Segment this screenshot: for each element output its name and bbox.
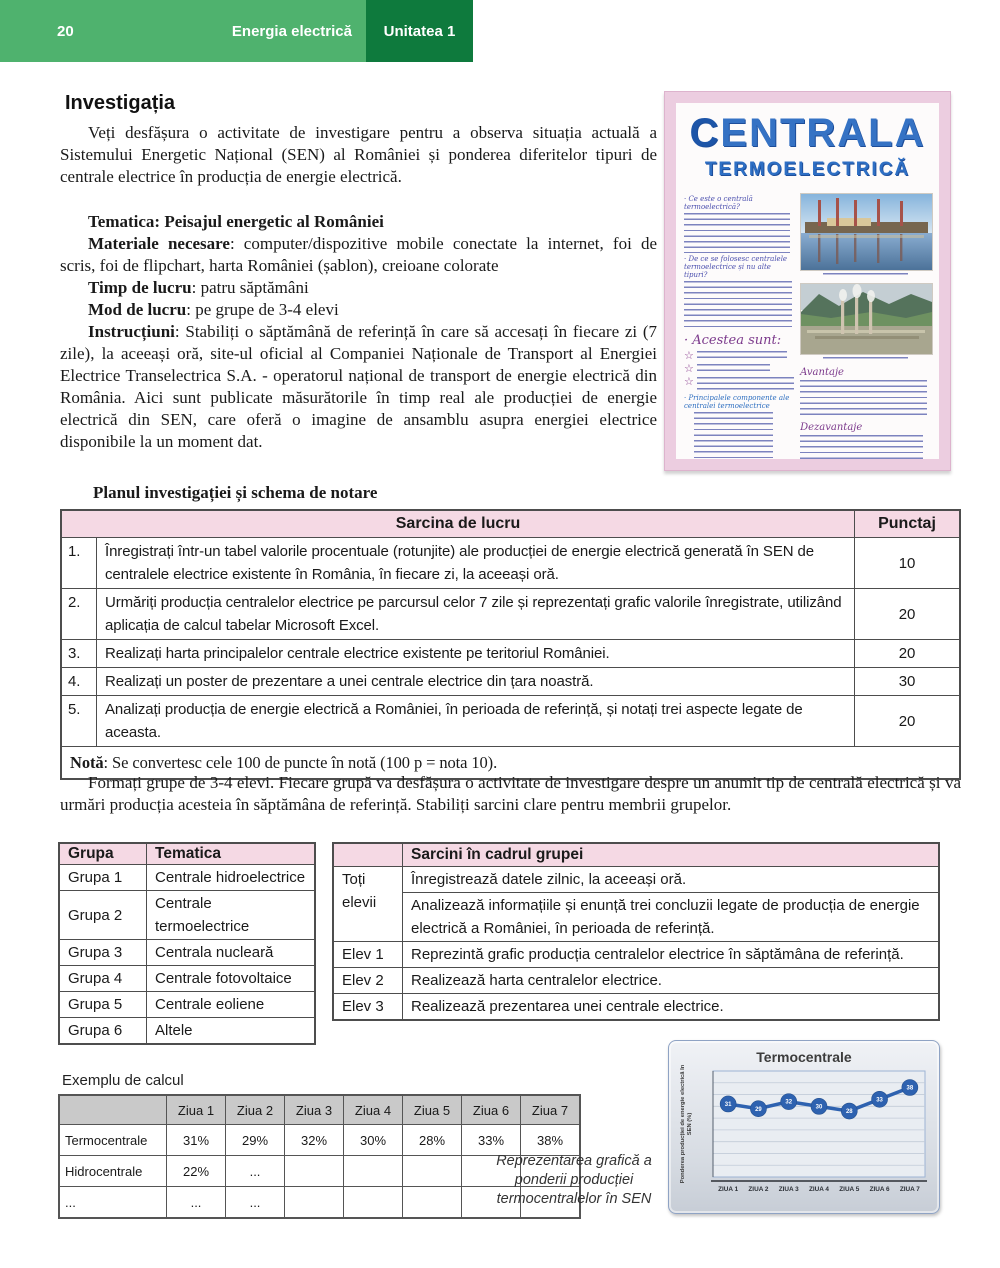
row-number: 3. [61,640,97,668]
day-header: Ziua 5 [403,1095,462,1125]
chart-x-label: ZIUA 5 [839,1186,860,1193]
value-cell: 30% [344,1125,403,1156]
day-header: Ziua 2 [226,1095,285,1125]
group-cell: Grupa 3 [59,940,147,966]
detail-value: : computer/dispozitive mobile conectate la internet, foi de scris, foi de flipchart, harta României (șablon), creioane colorate [60,234,657,275]
plan-table [60,509,961,780]
row-number: 2. [61,589,97,640]
poster-title-initial: C [689,111,721,155]
poster-title-rest: ENTRALA [720,111,926,155]
table-row [333,867,939,893]
day-header: Ziua 1 [167,1095,226,1125]
chart-x-label: ZIUA 3 [778,1186,799,1193]
value-cell [285,1187,344,1219]
star-icon: ☆ [684,375,694,388]
table-row [61,640,960,668]
group-cell: Grupa 1 [59,865,147,891]
chart-caption: Reprezentarea grafică a ponderii producției termocentralelor în SEN [496,1153,652,1207]
theme-cell: Centrale eoliene [147,992,316,1018]
value-cell: 31% [167,1125,226,1156]
groups-table [58,842,316,1045]
plot-area [713,1071,925,1177]
series-label: Hidrocentrale [59,1156,167,1187]
who-cell: Elev 3 [333,994,403,1021]
value-cell: 38% [521,1125,581,1156]
table-row [61,696,960,747]
unit-band [366,0,473,62]
table-row [333,942,939,968]
who-cell: Elev 1 [333,942,403,968]
task-cell: Urmăriți producția centralelor electrice pe parcursul celor 7 zile și reprezentați grafic valorile înregistrate, utilizând aplicația de calcul tabelar Microsoft Excel. [97,589,855,640]
point-value-label: 28 [845,1109,853,1116]
poster-question-1: · Ce este o centrală termoelectrică? [684,195,753,211]
task-cell: Înregistrați într-un tabel valorile procentuale (rotunjite) ale producției de energie electrică generată în SEN de centralele electrice existente în România, în fiecare zi, la aceeași oră. [97,538,855,589]
point-value-label: 38 [906,1085,914,1092]
table-row [59,1125,580,1156]
chart-x-label: ZIUA 4 [808,1186,830,1193]
points-cell: 20 [855,589,961,640]
intro-paragraph: Veți desfășura o activitate de investigare pentru a observa situația actuală a Sistemului Energetic Național (SEN) al României și ponderea diferitelor tipuri de centrale electrice în producția de energie electrică. [60,123,657,186]
handwriting-lines [800,435,923,459]
series-label: Termocentrale [59,1125,167,1156]
point-value-label: 31 [724,1102,732,1109]
points-cell: 20 [855,696,961,747]
row-number: 4. [61,668,97,696]
row-number: 1. [61,538,97,589]
value-cell: 33% [462,1125,521,1156]
table-row [61,538,960,589]
table-row [59,1018,315,1045]
table-row [61,668,960,696]
column-header-task: Sarcina de lucru [61,510,855,538]
group-cell: Grupa 5 [59,992,147,1018]
value-cell [285,1156,344,1187]
table-row [333,968,939,994]
star-icon: ☆ [684,362,694,375]
theme-cell: Centrala nucleară [147,940,316,966]
poster-sheet [676,103,939,459]
task-cell: Analizează informațiile și enunță trei concluzii legate de producția de energie electrică a României, în perioada de referință. [403,893,940,942]
poster-right-column [800,193,931,459]
table-row [59,966,315,992]
detail-mod [60,299,657,321]
detail-label: Mod de lucru [88,300,187,319]
list-item [684,377,794,391]
day-header: Ziua 6 [462,1095,521,1125]
table-header-row [59,1095,580,1125]
value-cell [403,1187,462,1219]
theme-cell: Centrale hidroelectrice [147,865,316,891]
poster-dezavantaje-heading: Dezavantaje [800,422,863,433]
chart-x-label: ZIUA 1 [718,1186,739,1193]
theme-cell: Centrale fotovoltaice [147,966,316,992]
poster-acestea-heading: · Acestea sunt: [684,333,782,348]
value-cell [344,1156,403,1187]
unit-label: Unitatea 1 [383,22,456,40]
detail-timp [60,277,657,299]
termocentrale-chart-svg [669,1041,939,1213]
detail-value: : pe grupe de 3-4 elevi [186,300,339,319]
plan-heading: Planul investigației și schema de notare [93,483,378,502]
column-header-tematica: Tematica [147,843,316,865]
table-header-row [61,510,960,538]
who-cell: Toți elevii [333,867,403,942]
value-cell: 28% [403,1125,462,1156]
task-cell: Realizează prezentarea unei centrale electrice. [403,994,940,1021]
poster-left-column [684,193,794,459]
table-row [59,940,315,966]
power-plant-photo-dusk [800,193,933,271]
handwriting-lines [694,412,773,459]
value-cell: 29% [226,1125,285,1156]
list-item [684,351,794,361]
detail-instructiuni [60,321,657,453]
group-cell: Grupa 2 [59,891,147,940]
value-cell [403,1156,462,1187]
handwriting-lines [697,351,787,360]
corner-cell [333,843,403,867]
detail-value: : Peisajul energetic al României [154,212,384,231]
points-cell: 30 [855,668,961,696]
corner-cell [59,1095,167,1125]
theme-cell: Centrale termoelectrice [147,891,316,940]
group-cell: Grupa 6 [59,1018,147,1045]
table-row [59,992,315,1018]
series-label: ... [59,1187,167,1219]
handwriting-lines [684,213,790,253]
student-poster [664,91,951,471]
detail-label: Tematica [88,212,155,231]
handwriting-lines [697,377,794,391]
value-cell: ... [226,1187,285,1219]
activity-details [60,211,657,453]
row-number: 5. [61,696,97,747]
photo-caption-lines [823,357,908,361]
detail-label: Materiale necesare [88,234,230,253]
chart-x-label: ZIUA 6 [869,1186,890,1193]
point-value-label: 30 [815,1104,823,1111]
task-cell: Realizează harta centralelor electrice. [403,968,940,994]
value-cell: 22% [167,1156,226,1187]
chart-x-label: ZIUA 7 [899,1186,920,1193]
list-item [684,364,794,374]
table-row [333,893,939,942]
example-heading: Exemplu de calcul [62,1072,184,1089]
star-icon: ☆ [684,349,694,362]
groups-paragraph: Formați grupe de 3-4 elevi. Fiecare grupă va desfășura o activitate de investigare despre un anumit tip de centrală electrică și va urmări producția acesteia în săptămâna de referință. Stabiliți sarcini clare pentru membrii grupelor. [60,773,961,814]
task-cell: Realizați harta principalelor centrale electrice existente pe teritoriul României. [97,640,855,668]
value-cell: 32% [285,1125,344,1156]
group-cell: Grupa 4 [59,966,147,992]
task-cell: Reprezintă grafic producția centralelor electrice în săptămâna de referință. [403,942,940,968]
poster-components-heading: · Principalele componente ale centralei termoelectrice [684,394,790,410]
column-header-grupa: Grupa [59,843,147,865]
points-cell: 10 [855,538,961,589]
note-label: Notă [70,753,104,772]
table-row [59,865,315,891]
table-row [59,891,315,940]
day-header: Ziua 3 [285,1095,344,1125]
page-number: 20 [57,22,74,40]
poster-subtitle: TERMOELECTRICĂ [704,159,911,180]
chart-title: Termocentrale [756,1049,852,1065]
detail-materiale [60,233,657,277]
tasks-table [332,842,940,1021]
column-header-sarcini: Sarcini în cadrul grupei [403,843,940,867]
day-header: Ziua 7 [521,1095,581,1125]
point-value-label: 32 [785,1099,793,1106]
poster-title [684,113,931,153]
task-cell: Analizați producția de energie electrică a României, în perioada de referință, și notați trei aspecte legate de aceasta. [97,696,855,747]
handwriting-lines [684,281,792,327]
detail-label: Timp de lucru [88,278,192,297]
chart-y-label: Ponderea producției de energie electrică înSEN (%) [680,1064,693,1184]
task-cell: Înregistrează datele zilnic, la aceeași oră. [403,867,940,893]
table-row [333,994,939,1021]
value-cell [344,1187,403,1219]
chart-x-label: ZIUA 2 [748,1186,769,1193]
day-header: Ziua 4 [344,1095,403,1125]
poster-question-2: · De ce se folosesc centralele termoelectrice și nu alte tipuri? [684,255,788,279]
who-cell: Elev 2 [333,968,403,994]
detail-value: : Stabiliți o săptămână de referință în care să accesați în fiecare zi (7 zile), la aceeași oră, site-ul oficial al Companiei Naționale de Transport al Energiei Electrice Transelectrica S.A. - operatorul național de transport de energie electrică din România. Aici sunt publicate măsurătorile în timp real ale producției de energie electrică din SEN, care oferă o imagine de ansamblu asupra energiei electrice disponibile la un moment dat. [60,322,657,451]
chapter-title: Energia electrică [231,22,352,40]
note-text: : Se convertesc cele 100 de puncte în notă (100 p = nota 10). [103,753,498,772]
photo-caption-lines [823,273,908,277]
poster-avantaje-heading: Avantaje [800,367,844,378]
point-value-label: 29 [755,1106,762,1113]
detail-label: Instrucțiuni [88,322,175,341]
chapter-band [0,0,366,62]
power-plant-photo-valley [800,283,933,355]
column-header-points: Punctaj [855,510,961,538]
points-cell: 20 [855,640,961,668]
handwriting-lines [697,364,770,372]
page-header [0,0,473,62]
section-title: Investigația [65,92,176,114]
table-header-row [333,843,939,867]
table-header-row [59,843,315,865]
handwriting-lines [800,380,927,416]
value-cell: ... [167,1187,226,1219]
termocentrale-chart [668,1040,940,1214]
theme-cell: Altele [147,1018,316,1045]
value-cell: ... [226,1156,285,1187]
detail-value: : patru săptămâni [191,278,309,297]
point-value-label: 33 [876,1097,883,1104]
detail-tematica [60,211,657,233]
poster-body [684,193,931,459]
table-row [61,589,960,640]
task-cell: Realizați un poster de prezentare a unei centrale electrice din țara noastră. [97,668,855,696]
